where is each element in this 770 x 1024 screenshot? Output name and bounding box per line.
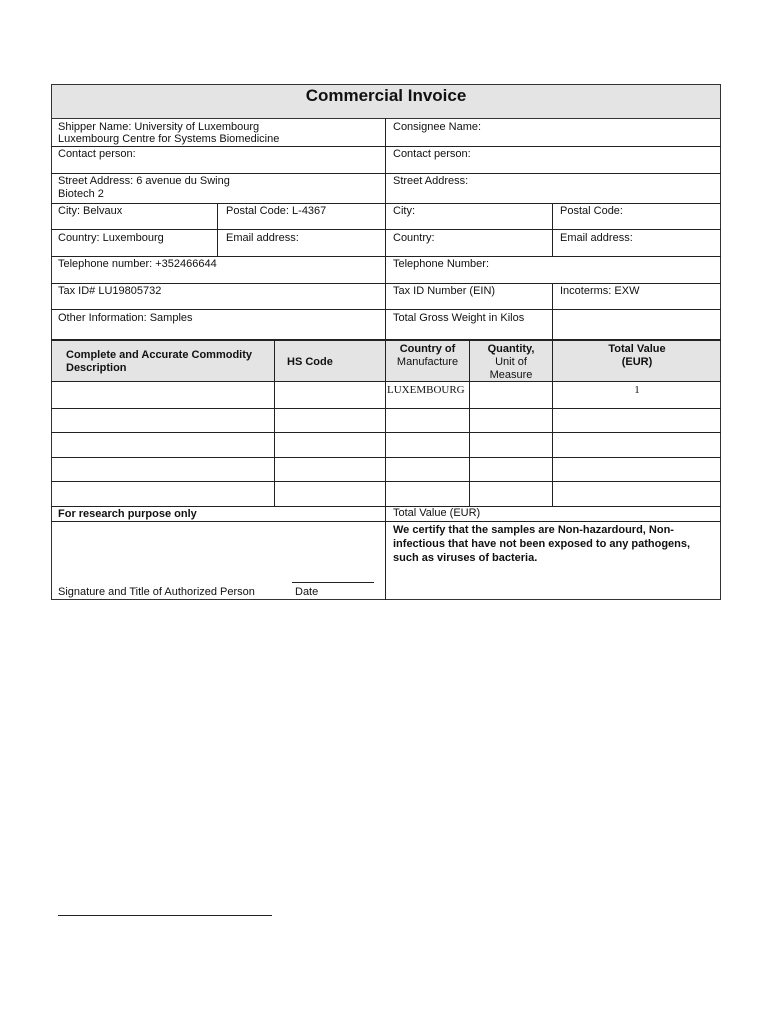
- rule: [51, 229, 721, 230]
- signature-label: Signature and Title of Authorized Person: [58, 586, 255, 598]
- rule: [51, 457, 721, 458]
- shipper-name-line1: Shipper Name: University of Luxembourg: [58, 121, 260, 133]
- rule: [51, 146, 721, 147]
- col-description-header-1: Complete and Accurate Commodity: [66, 349, 253, 361]
- consignee-name: Consignee Name:: [393, 121, 482, 133]
- col-country-header-1: Country of: [399, 343, 456, 355]
- consignee-postal: Postal Code:: [560, 205, 623, 217]
- shipper-telephone: Telephone number: +352466644: [58, 258, 217, 270]
- rule: [51, 339, 721, 341]
- consignee-city: City:: [393, 205, 415, 217]
- shipper-country: Country: Luxembourg: [58, 232, 164, 244]
- rule: [51, 521, 721, 522]
- shipper-contact: Contact person:: [58, 148, 136, 160]
- rule: [552, 203, 553, 256]
- rule: [51, 173, 721, 174]
- research-purpose-note: For research purpose only: [58, 508, 197, 520]
- consignee-country: Country:: [393, 232, 435, 244]
- shipper-name-line2: Luxembourg Centre for Systems Biomedicine: [58, 133, 280, 145]
- page-title: Commercial Invoice: [305, 86, 467, 105]
- rule: [51, 203, 721, 204]
- rule: [51, 408, 721, 409]
- date-signature-rule: [292, 582, 374, 583]
- col-qty-header-1: Quantity,: [487, 343, 535, 355]
- shipper-city: City: Belvaux: [58, 205, 123, 217]
- certification-line3: such as viruses of bacteria.: [393, 552, 538, 564]
- col-total-header-2: (EUR): [621, 356, 653, 368]
- shipper-street-line1: Street Address: 6 avenue du Swing: [58, 175, 230, 187]
- incoterms: Incoterms: EXW: [560, 285, 640, 297]
- rule: [51, 432, 721, 433]
- rule: [217, 203, 218, 256]
- col-qty-header-2: Unit of: [495, 356, 527, 368]
- col-hs-code-header: HS Code: [287, 356, 333, 368]
- rule: [51, 256, 721, 257]
- total-value-label: Total Value (EUR): [393, 507, 481, 519]
- certification-line2: infectious that have not been exposed to any pathogens,: [393, 538, 691, 550]
- col-total-header-1: Total Value: [608, 343, 666, 355]
- consignee-contact: Contact person:: [393, 148, 471, 160]
- rule: [51, 506, 721, 507]
- certification-line1: We certify that the samples are Non-hazardourd, Non-: [393, 524, 674, 536]
- consignee-tax-id: Tax ID Number (EIN): [393, 285, 496, 297]
- footnote-rule: [58, 915, 272, 916]
- col-qty-header-3: Measure: [489, 369, 533, 381]
- date-label: Date: [295, 586, 319, 598]
- rule: [51, 481, 721, 482]
- rule: [552, 283, 553, 340]
- rule: [51, 283, 721, 284]
- consignee-telephone: Telephone Number:: [393, 258, 490, 270]
- row1-total: 1: [634, 384, 640, 396]
- consignee-street: Street Address:: [393, 175, 469, 187]
- shipper-postal: Postal Code: L-4367: [226, 205, 327, 217]
- shipper-email: Email address:: [226, 232, 299, 244]
- shipper-tax-id: Tax ID# LU19805732: [58, 285, 162, 297]
- shipper-street-line2: Biotech 2: [58, 188, 104, 200]
- gross-weight: Total Gross Weight in Kilos: [393, 312, 525, 324]
- col-description-header-2: Description: [66, 362, 127, 374]
- rule: [51, 381, 721, 382]
- consignee-email: Email address:: [560, 232, 633, 244]
- rule: [274, 340, 275, 506]
- col-country-header-2: Manufacture: [396, 356, 459, 368]
- rule: [51, 309, 721, 310]
- shipper-other-info: Other Information: Samples: [58, 312, 193, 324]
- row1-country: LUXEMBOURG: [387, 384, 465, 396]
